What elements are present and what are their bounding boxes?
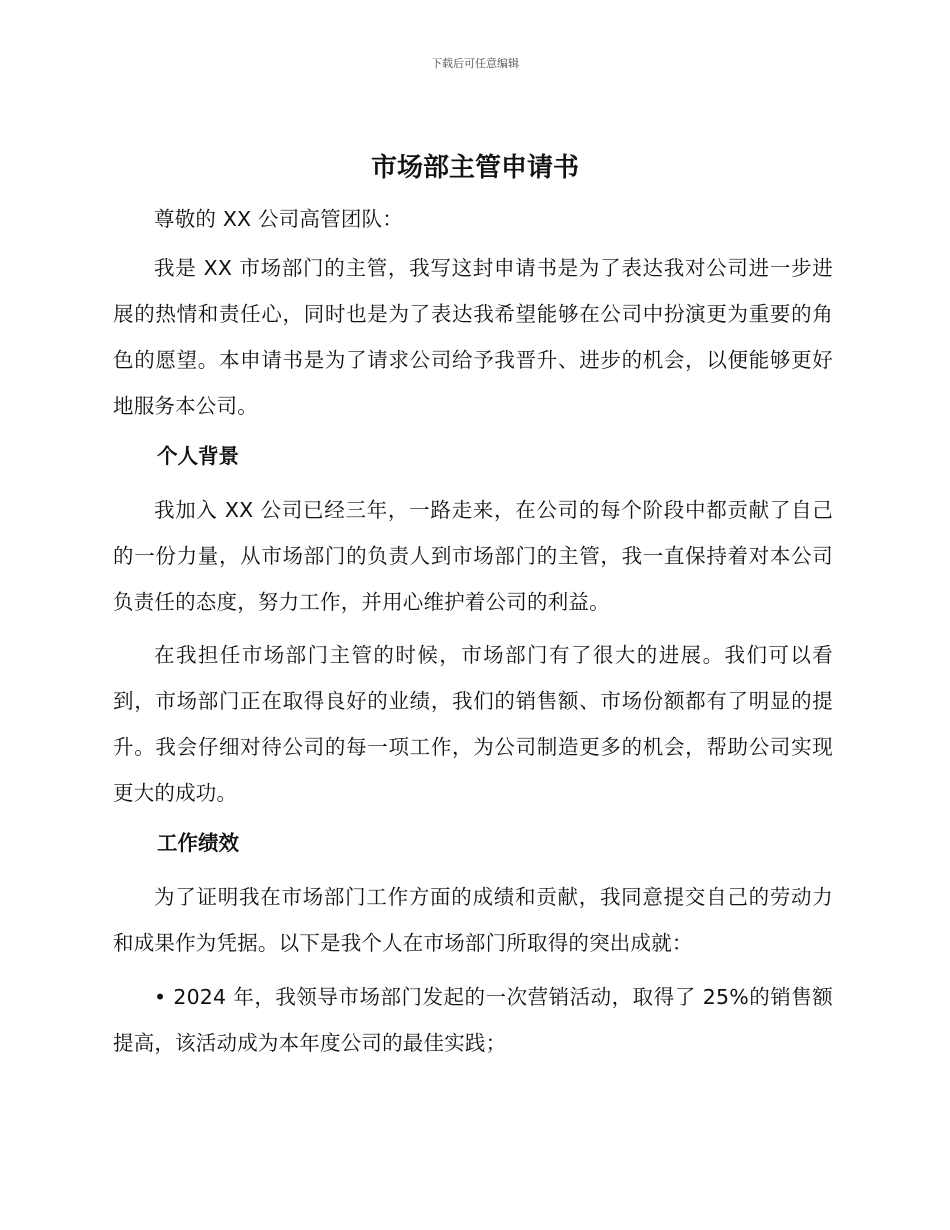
header-note: 下载后可任意编辑	[431, 57, 519, 70]
salutation: 尊敬的 XX 公司高管团队：	[154, 207, 403, 231]
background-paragraph-2: 在我担任市场部门主管的时候，市场部门有了很大的进展。我们可以看到，市场部门正在取得良好的业绩，我们的销售额、市场份额都有了明显的提升。我会仔细对待公司的每一项工作，为公司制造更多的机会，帮助公司实现更大的成功。	[113, 643, 833, 805]
performance-paragraph-1: 为了证明我在市场部门工作方面的成绩和贡献，我同意提交自己的劳动力和成果作为凭据。以下是我个人在市场部门所取得的突出成就：	[113, 885, 833, 955]
document-title: 市场部主管申请书	[370, 153, 579, 183]
section-heading-background: 个人背景	[157, 444, 239, 468]
achievement-bullet-1: • 2024 年，我领导市场部门发起的一次营销活动，取得了 25%的销售额提高，该活动成为本年度公司的最佳实践；	[113, 985, 833, 1055]
intro-paragraph: 我是 XX 市场部门的主管，我写这封申请书是为了表达我对公司进一步进展的热情和责任心，同时也是为了表达我希望能够在公司中扮演更为重要的角色的愿望。本申请书是为了请求公司给予我晋升、进步的机会，以便能够更好地服务本公司。	[113, 256, 833, 418]
background-paragraph-1: 我加入 XX 公司已经三年，一路走来，在公司的每个阶段中都贡献了自己的一份力量，从市场部门的负责人到市场部门的主管，我一直保持着对本公司负责任的态度，努力工作，并用心维护着公司的利益。	[113, 498, 833, 614]
section-heading-performance: 工作绩效	[157, 831, 239, 855]
